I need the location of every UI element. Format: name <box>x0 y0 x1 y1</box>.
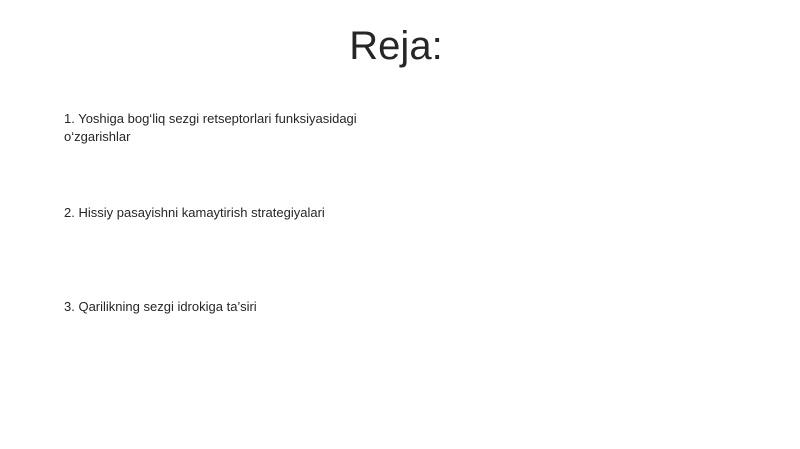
agenda-item-3: 3. Qarilikning sezgi idrokiga ta’siri <box>64 299 257 314</box>
agenda-item-2: 2. Hissiy pasayishni kamaytirish strategiyalari <box>64 205 325 220</box>
agenda-item-1: 1. Yoshiga bog‘liq sezgi retseptorlari funksiyasidagi o‘zgarishlar <box>64 111 357 144</box>
slide-title: Reja: <box>349 24 443 68</box>
